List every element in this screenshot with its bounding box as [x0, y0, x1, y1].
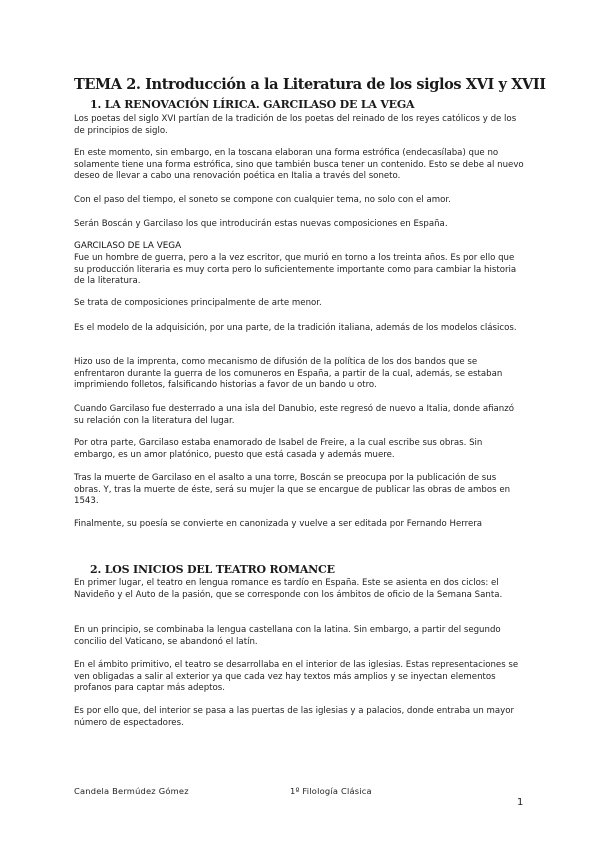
paragraph: Cuando Garcilaso fue desterrado a una isla del Danubio, este regresó de nuevo a Italia, donde afianzó su relación con la literatura del lugar. — [74, 404, 514, 426]
paragraph: En el ámbito primitivo, el teatro se desarrollaba en el interior de las iglesias. Estas representaciones se ven obligadas a salir al exterior ya que cada vez hay textos más amplios y se inyectan elementos profanos para captar más adeptos. — [74, 660, 519, 693]
paragraph: Es por ello que, del interior se pasa a las puertas de las iglesias y a palacios, donde entraba un mayor número de espectadores. — [74, 706, 515, 728]
footer-course: 1º Filología Clásica — [290, 786, 372, 796]
paragraph: En un principio, se combinaba la lengua castellana con la latina. Sin embargo, a partir del segundo concilio del Vaticano, se abandonó el latín. — [74, 625, 501, 647]
paragraph: Es el modelo de la adquisición, por una parte, de la tradición italiana, además de los modelos clásicos. — [74, 323, 517, 333]
paragraph: Con el paso del tiempo, el soneto se compone con cualquier tema, no solo con el amor. — [74, 195, 451, 205]
section-heading-theatre: 2. LOS INICIOS DEL TEATRO ROMANCE — [90, 563, 335, 576]
paragraph: Por otra parte, Garcilaso estaba enamorado de Isabel de Freire, a la cual escribe sus obras. Sin embargo, es un amor platónico, puesto que está casada y además muere. — [74, 438, 483, 460]
paragraph: Se trata de composiciones principalmente de arte menor. — [74, 298, 322, 308]
page-title: TEMA 2. Introducción a la Literatura de los siglos XVI y XVII — [74, 76, 546, 93]
footer-author: Candela Bermúdez Gómez — [74, 786, 189, 796]
paragraph: En este momento, sin embargo, en la toscana elaboran una forma estrófica (endecasílaba) que no solamente tiene una forma estrófica, sino que también busca tener un contenido. Esto se debe al nuevo deseo de llevar a cabo una renovación poética en Italia a través del soneto. — [74, 148, 524, 181]
paragraph: Los poetas del siglo XVI partían de la tradición de los poetas del reinado de los reyes católicos y de los de principios de siglo. — [74, 114, 517, 136]
paragraph: Tras la muerte de Garcilaso en el asalto a una torre, Boscán se preocupa por la publicación de sus obras. Y, tras la muerte de éste, será su mujer la que se encargue de publicar las obras de ambos en 1543. — [74, 473, 511, 506]
paragraph: En primer lugar, el teatro en lengua romance es tardío en España. Este se asienta en dos ciclos: el Navideño y el Auto de la pasión, que se corresponde con los ámbitos de oficio de la Semana Santa. — [74, 578, 503, 600]
paragraph: Hizo uso de la imprenta, como mecanismo de difusión de la política de los dos bandos que se enfrentaron durante la guerra de los comuneros en España, a partir de la cual, además, se estaban imprimiendo folletos, falsificando historias a favor de un bando u otro. — [74, 357, 503, 390]
section-heading-lyric: 1. LA RENOVACIÓN LÍRICA. GARCILASO DE LA VEGA — [90, 98, 415, 111]
subheading-garcilaso: GARCILASO DE LA VEGA — [74, 241, 182, 251]
paragraph: Serán Boscán y Garcilaso los que introducirán estas nuevas composiciones en España. — [74, 219, 448, 229]
paragraph: Fue un hombre de guerra, pero a la vez escritor, que murió en torno a los treinta años. Es por ello que su producción literaria es muy corta pero lo suficientemente importante como para cambiar la historia de la literatura. — [74, 253, 517, 286]
paragraph: Finalmente, su poesía se convierte en canonizada y vuelve a ser editada por Fernando Herrera — [74, 519, 483, 529]
page-number: 1 — [517, 797, 524, 808]
